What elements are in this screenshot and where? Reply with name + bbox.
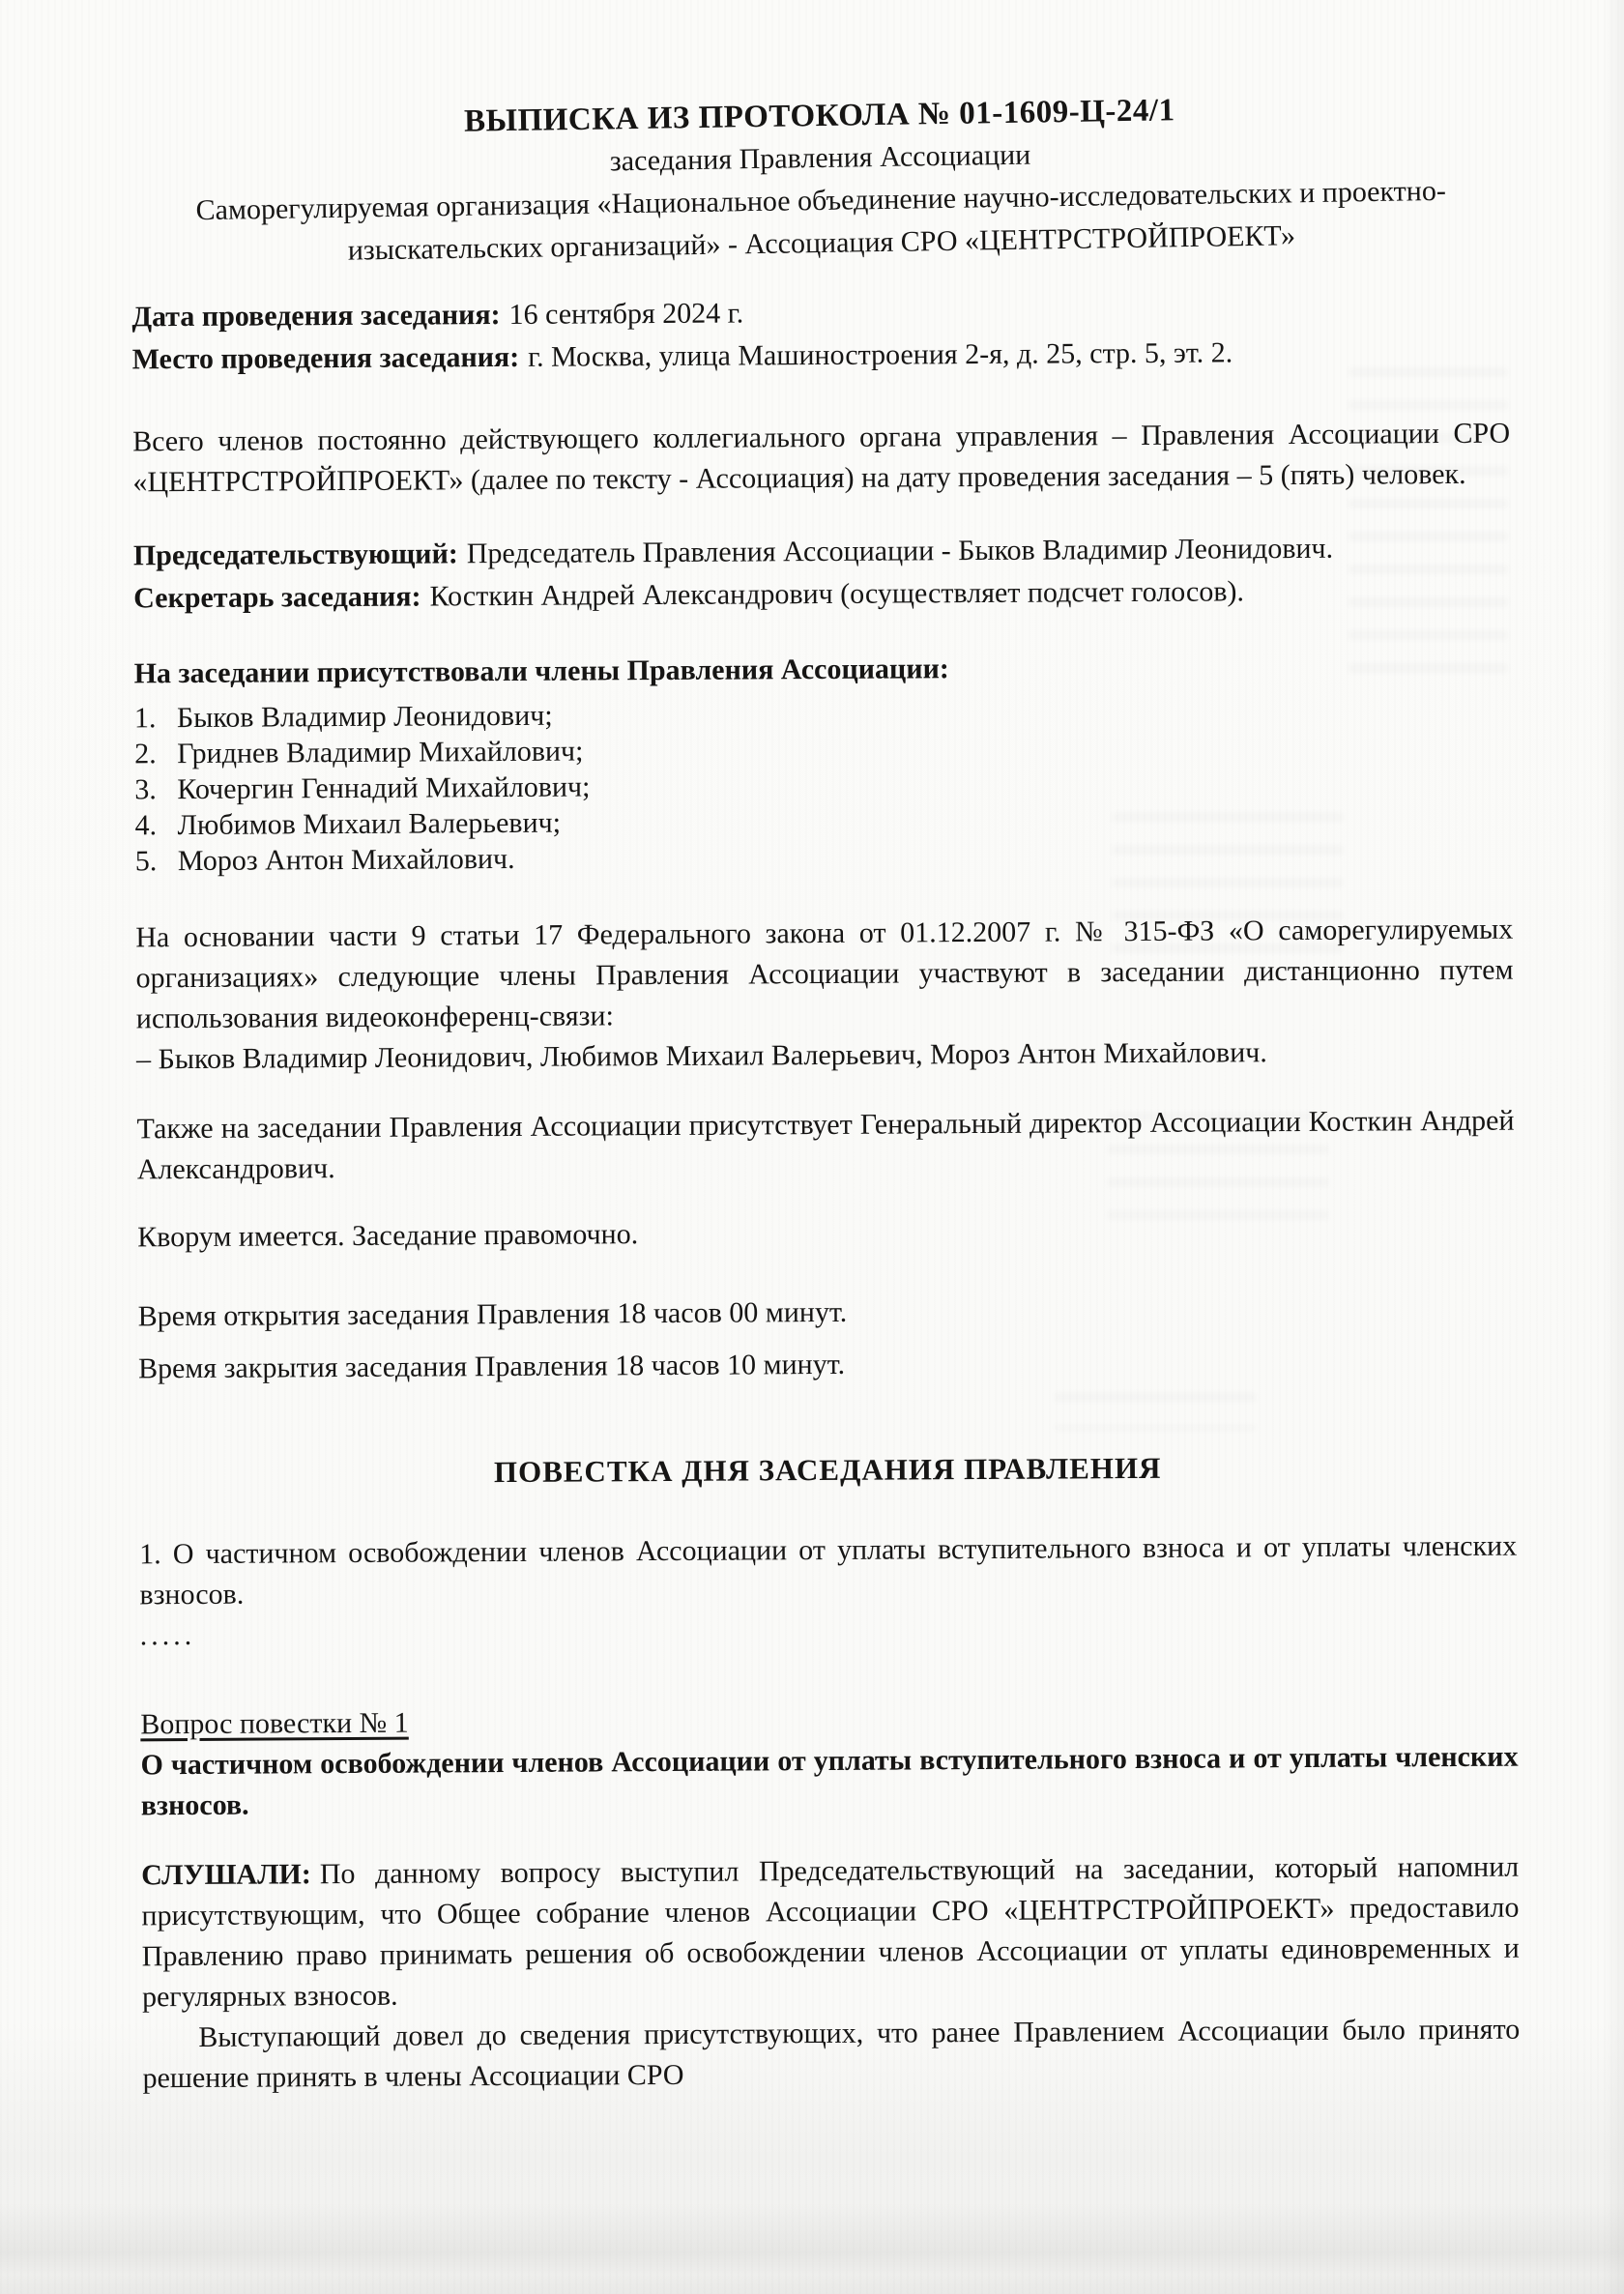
attendees-heading: На заседании присутствовали члены Правления Ассоциации: xyxy=(133,653,949,690)
chairman-label: Председательствующий: xyxy=(132,537,458,572)
remote-members-line: – Быков Владимир Леонидович, Любимов Михаил Валерьевич, Мороз Антон Михайлович. xyxy=(135,1036,1267,1076)
agenda-heading: ПОВЕСТКА ДНЯ ЗАСЕДАНИЯ ПРАВЛЕНИЯ xyxy=(493,1450,1162,1490)
list-item-number: 4. xyxy=(134,809,158,842)
open-time-line: Время открытия заседания Правления 18 часов 00 минут. xyxy=(137,1295,848,1333)
list-item-number: 2. xyxy=(134,738,157,770)
meeting-place-value: г. Москва, улица Машиностроения 2-я, д. 25, стр. 5, эт. 2. xyxy=(528,336,1233,373)
meeting-date-label: Дата проведения заседания: xyxy=(131,299,501,334)
scan-edge-shadow-right xyxy=(1603,0,1624,2294)
question-topic: О частичном освобождении членов Ассоциации от уплаты вступительного взноса и от уплаты членских взносов. xyxy=(140,1740,1519,1822)
chairman-value: Председатель Правления Ассоциации - Быков Владимир Леонидович. xyxy=(466,532,1334,570)
document-title: ВЫПИСКА ИЗ ПРОТОКОЛА № 01-1609-Ц-24/1 xyxy=(463,93,1175,139)
agenda-item-1: 1. О частичном освобождении членов Ассоциации от уплаты вступительного взноса и от уплаты членских взносов. xyxy=(139,1529,1518,1612)
ellipsis-line: ..... xyxy=(139,1618,196,1652)
speaker-paragraph: Выступающий довел до сведения присутствующих, что ранее Правлением Ассоциации было принято решение принять в члены Ассоциации СРО xyxy=(142,2013,1521,2095)
question-heading: Вопрос повестки № 1 xyxy=(140,1706,409,1741)
document-header xyxy=(130,84,1511,276)
document-content xyxy=(130,91,1521,2100)
chairman-paragraph xyxy=(133,528,1511,577)
list-item-name: Любимов Михаил Валерьевич; xyxy=(177,806,562,842)
meeting-date-value: 16 сентября 2024 г. xyxy=(508,297,744,331)
organization-name: Саморегулируемая организация «Национальное объединение научно-исследовательских и проектно-изыскательских организаций» - Ассоциация СРО «ЦЕНТРСТРОЙПРОЕКТ» xyxy=(195,174,1447,267)
list-item-number: 1. xyxy=(133,702,157,735)
heard-label: СЛУШАЛИ: xyxy=(141,1858,311,1892)
also-present-paragraph: Также на заседании Правления Ассоциации присутствует Генеральный директор Ассоциации Косткин Андрей Александрович. xyxy=(136,1104,1515,1186)
list-item-number: 5. xyxy=(134,845,158,878)
secretary-label: Секретарь заседания: xyxy=(133,580,421,615)
secretary-value: Косткин Андрей Александрович (осуществляет подсчет голосов). xyxy=(429,575,1245,613)
quorum-line: Кворум имеется. Заседание правомочно. xyxy=(137,1218,639,1254)
document-subtitle: заседания Правления Ассоциации xyxy=(609,138,1031,178)
list-item-name: Гриднев Владимир Михайлович; xyxy=(177,735,584,770)
meeting-place-line xyxy=(132,331,1510,382)
meeting-place-label: Место проведения заседания: xyxy=(131,340,520,376)
list-item-name: Мороз Антон Михайлович. xyxy=(177,842,515,878)
scan-edge-shadow-bottom xyxy=(0,2202,1624,2294)
list-item-number: 3. xyxy=(134,773,157,806)
remote-participation-paragraph: На основании части 9 статьи 17 Федерального закона от 01.12.2007 г. № 315-ФЗ «О саморегулируемых организациях» следующие члены Правления Ассоциации участвуют в заседании дистанционно путем использования видеоконференц-связи: xyxy=(135,913,1514,1035)
list-item-name: Быков Владимир Леонидович; xyxy=(176,699,553,735)
attendees-list xyxy=(134,692,1513,880)
heard-text: По данному вопросу выступил Председательствующий на заседании, который напомнил присутствующим, что Общее собрание членов Ассоциации СРО «ЦЕНТРСТРОЙПРОЕКТ» предоставило Правлению право принимать решения об освобождении членов Ассоциации от уплаты единовременных и регулярных взносов. xyxy=(141,1850,1520,2014)
close-time-line: Время закрытия заседания Правления 18 часов 10 минут. xyxy=(137,1348,846,1385)
secretary-paragraph xyxy=(133,570,1511,620)
list-item-name: Кочергин Геннадий Михайлович; xyxy=(177,770,591,806)
members-total-paragraph: Всего членов постоянно действующего коллегиального органа управления – Правления Ассоциации СРО «ЦЕНТРСТРОЙПРОЕКТ» (далее по тексту - Ассоциация) на дату проведения заседания – 5 (пять) человек. xyxy=(132,417,1511,499)
list-item xyxy=(135,835,1513,880)
heard-paragraph xyxy=(141,1847,1520,2018)
